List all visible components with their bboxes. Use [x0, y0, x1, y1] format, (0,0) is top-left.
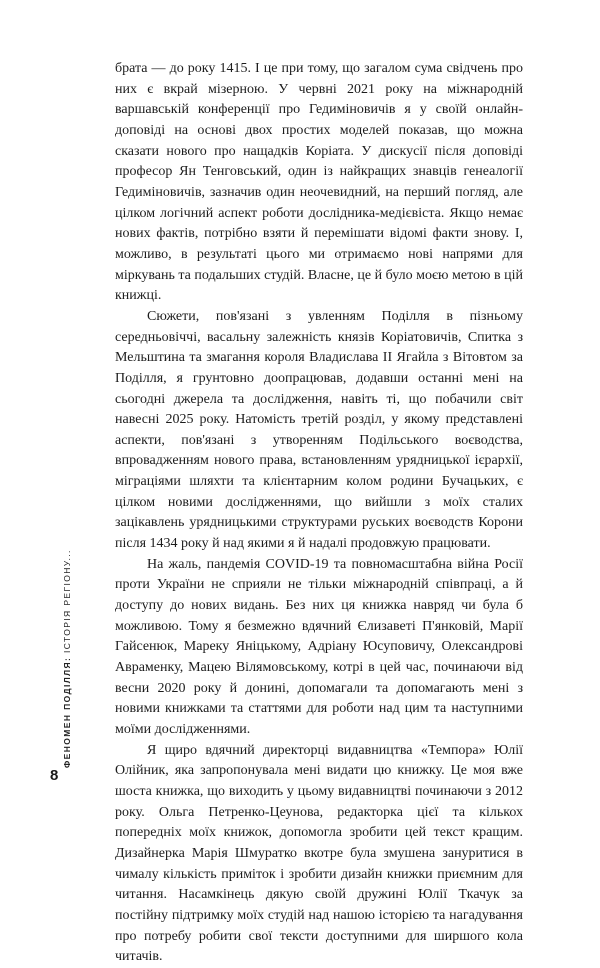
paragraph-3: На жаль, пандемія COVID-19 та повномасштабна війна Росії проти України не сприяли не тільки міжнародній співпраці, а й доступу до нових видань. Без них ця книжка навряд чи була б можливою. Тому я безмежно вдячний Єлизаветі П'янковій, Марії Гайсенюк, Мареку Яніцькому, Адріану Юсуповичу, Олександрові Авраменку, Мацею Вілямовському, котрі в цей час, починаючи від весни 2020 року й донині, допомагали та допомагають мені з новими книжками та статтями для роботи над цим та наступними моїми дослідженнями. — [115, 556, 523, 737]
running-head-subtitle: ІСТОРІЯ РЕГІОНУ... — [62, 549, 72, 654]
paragraph-2: Сюжети, пов'язані з увленням Поділля в пізньому середньовіччі, васальну залежність князів Коріатовичів, Спитка з Мельштина та змагання короля Владислава ІІ Ягайла з Вітовтом за Поділля, я грунтовно доопрацював, додавши останні мені на сьогодні джерела та дослідження, навіть ті, що побачили світ навесні 2025 року. Натомість третій розділ, у якому представлені аспекти, пов'язані з утворенням Подільського воєводства, впровадженням нового права, встановленням урядницької ієрархії, міграціями шляхти та клієнтарним колом родини Бучацьких, є цілком новими дослідженнями, що вийшли з моїх сталих зацікавлень урядницькими структурами руських воєводств Корони після 1434 року й над якими я й надалі продовжую працювати. — [115, 308, 523, 552]
body-text — [115, 59, 523, 968]
paragraph-1: брата — до року 1415. І це при тому, що загалом сума свідчень про них є вкрай мізерною. У червні 2021 року на міжнародній варшавській конференції про Гедиміновичів я у своїй онлайн-доповіді на основі двох простих моделей показав, що можна сказати нового про нащадків Коріата. У дискусії після доповіді професор Ян Тенговський, один із найкращих знавців генеалогії Гедиміновичів, зазначив один неочевидний, на перший погляд, але цілком логічний аспект роботи дослідника-медієвіста. Якщо немає нових фактів, потрібно взяти й перемішати відомі факти знову. І, можливо, в результаті цього ми отримаємо нові напрями для міркувань та подальших студій. Власне, це й було моєю метою в цій книжці. — [115, 61, 523, 304]
running-head-title: ФЕНОМЕН ПОДІЛЛЯ: — [62, 656, 72, 768]
paragraph-4: Я щиро вдячний директорці видавництва «Темпора» Юлії Олійник, яка запропонувала мені видати цю книжку. Це моя вже шоста книжка, що виходить у цьому видавництві починаючи з 2012 року. Ольга Петренко-Цеунова, редакторка цієї та кількох попередніх моїх книжок, допомогла зробити цей текст кращим. Дизайнерка Марія Шмуратко вкотре була змушена зануритися в чималу кількість приміток і зробити дизайн книжки приємним для читання. Насамкінець дякую своїй дружині Юлії Ткачук за постійну підтримку моїх студій над нашою історією та нагадування про потребу робити свої тексти доступними для ширшого кола читачів. — [115, 742, 523, 965]
running-head — [62, 549, 72, 768]
page-number: 8 — [50, 767, 59, 784]
